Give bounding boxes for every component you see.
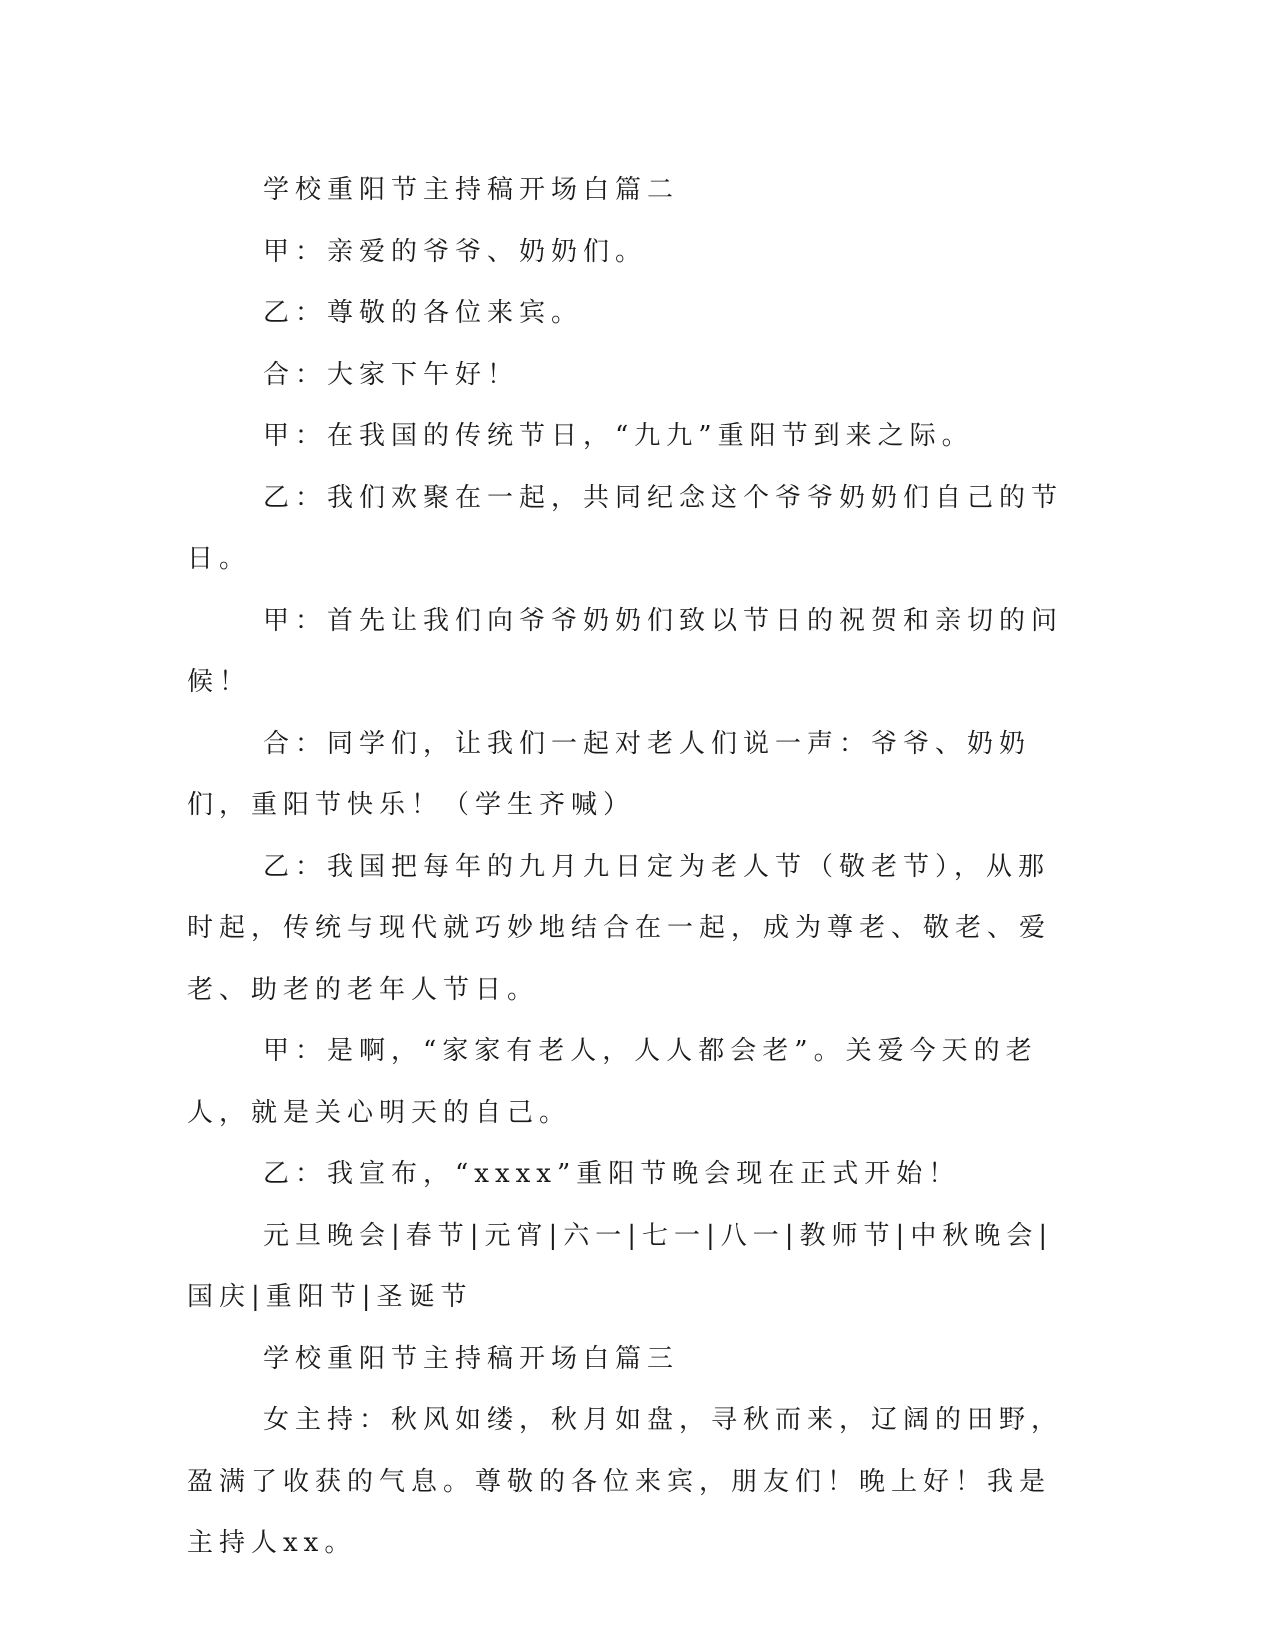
dialogue-line: 乙：我国把每年的九月九日定为老人节（敬老节），从那时起，传统与现代就巧妙地结合在一起，成为尊老、敬老、爱老、助老的老年人节日。: [187, 851, 1052, 1005]
dialogue-line: 合：大家下午好！: [263, 359, 520, 390]
dialogue-line: 乙：尊敬的各位来宾。: [263, 298, 584, 328]
dialogue-line: 甲：是啊，“家家有老人，人人都会老”。关爱今天的老人，就是关心明天的自己。: [187, 1036, 1038, 1128]
dialogue-line: 乙：我宣布，“xxxx”重阳节晚会现在正式开始！: [263, 1159, 961, 1189]
dialogue-line: 甲：在我国的传统节日，“九九”重阳节到来之际。: [263, 421, 974, 451]
dialogue-line: 合：同学们，让我们一起对老人们说一声：爷爷、奶奶们，重阳节快乐！（学生齐喊）: [187, 728, 1032, 820]
document-body: [187, 160, 1067, 1575]
dialogue-line: 甲：首先让我们向爷爷奶奶们致以节日的祝贺和亲切的问候！: [187, 605, 1064, 697]
section-heading-part-two: 学校重阳节主持稿开场白篇二: [263, 175, 680, 205]
section-heading-part-three: 学校重阳节主持稿开场白篇三: [263, 1343, 680, 1374]
dialogue-line: 女主持：秋风如缕，秋月如盘，寻秋而来，辽阔的田野，盈满了收获的气息。尊敬的各位来宾，朋友们！晚上好！我是主持人xx。: [187, 1405, 1064, 1558]
festival-category-links: 元旦晚会|春节|元宵|六一|七一|八一|教师节|中秋晚会|国庆|重阳节|圣诞节: [187, 1220, 1054, 1312]
dialogue-line: 乙：我们欢聚在一起，共同纪念这个爷爷奶奶们自己的节日。: [187, 482, 1064, 574]
dialogue-line: 甲：亲爱的爷爷、奶奶们。: [263, 236, 648, 267]
